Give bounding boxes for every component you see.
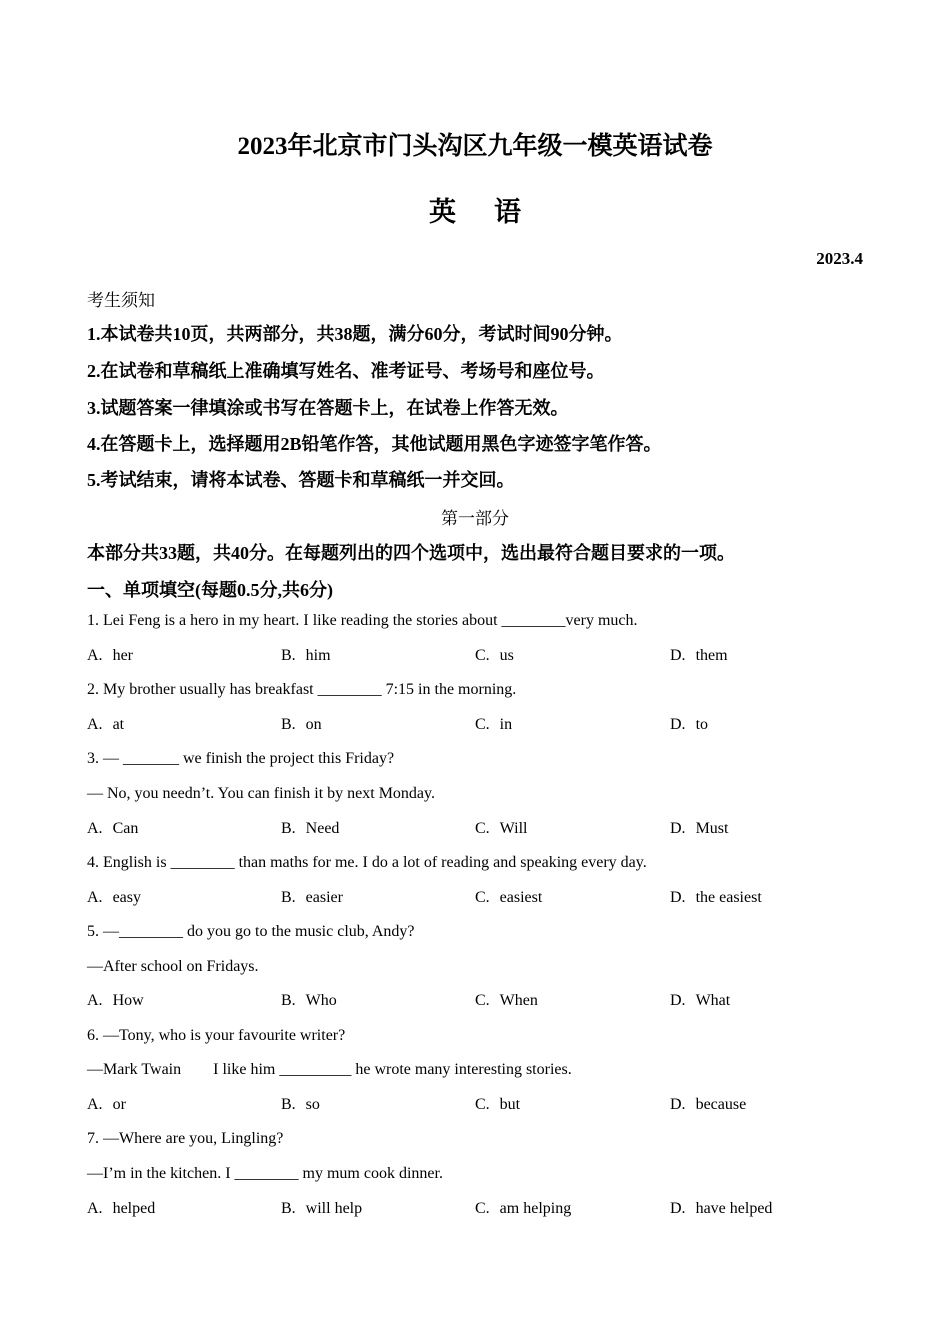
question-7-stem: 7. —Where are you, Lingling? <box>87 1130 284 1147</box>
question-7-response: —I’m in the kitchen. I ________ my mum cook dinner. <box>87 1165 443 1182</box>
option-c[interactable]: C. am helping <box>475 1200 572 1217</box>
option-b[interactable]: B. him <box>281 647 331 664</box>
option-c[interactable]: C. When <box>475 992 538 1009</box>
notice-1: 1.本试卷共10页，共两部分，共38题，满分60分，考试时间90分钟。 <box>87 324 623 344</box>
option-c[interactable]: C. in <box>475 716 513 733</box>
option-b[interactable]: B. Need <box>281 820 340 837</box>
option-a[interactable]: A. easy <box>87 889 141 906</box>
question-3-stem: 3. — _______ we finish the project this Friday? <box>87 750 395 767</box>
option-a[interactable]: A. or <box>87 1096 126 1113</box>
option-a[interactable]: A. her <box>87 647 133 664</box>
question-4-stem: 4. English is ________ than maths for me. I do a lot of reading and speaking every day. <box>87 854 647 871</box>
notice-header: 考生须知 <box>87 291 155 310</box>
subject-title: 英语 <box>429 197 559 227</box>
option-d[interactable]: D. because <box>670 1096 747 1113</box>
question-6-stem: 6. —Tony, who is your favourite writer? <box>87 1027 346 1044</box>
notice-5: 5.考试结束，请将本试卷、答题卡和草稿纸一并交回。 <box>87 470 515 490</box>
option-d[interactable]: D. to <box>670 716 709 733</box>
question-5-response: —After school on Fridays. <box>87 958 259 975</box>
option-d[interactable]: D. Must <box>670 820 729 837</box>
option-b[interactable]: B. will help <box>281 1200 363 1217</box>
notice-2: 2.在试卷和草稿纸上准确填写姓名、准考证号、考场号和座位号。 <box>87 361 605 381</box>
option-c[interactable]: C. Will <box>475 820 528 837</box>
option-a[interactable]: A. How <box>87 992 144 1009</box>
option-d[interactable]: D. them <box>670 647 728 664</box>
question-2-stem: 2. My brother usually has breakfast ________ 7:15 in the morning. <box>87 681 517 698</box>
exam-date: 2023.4 <box>816 249 863 268</box>
question-6-response: —Mark Twain I like him _________ he wrote many interesting stories. <box>87 1061 572 1078</box>
option-d[interactable]: D. the easiest <box>670 889 762 906</box>
option-c[interactable]: C. but <box>475 1096 521 1113</box>
option-d[interactable]: D. have helped <box>670 1200 773 1217</box>
section-title: 一、单项填空(每题0.5分,共6分) <box>87 580 333 600</box>
question-3-response: — No, you needn’t. You can finish it by next Monday. <box>87 785 435 802</box>
option-a[interactable]: A. at <box>87 716 125 733</box>
option-b[interactable]: B. on <box>281 716 322 733</box>
option-a[interactable]: A. Can <box>87 820 139 837</box>
option-d[interactable]: D. What <box>670 992 731 1009</box>
option-b[interactable]: B. Who <box>281 992 337 1009</box>
notice-3: 3.试题答案一律填涂或书写在答题卡上，在试卷上作答无效。 <box>87 398 569 418</box>
exam-title: 2023年北京市门头沟区九年级一模英语试卷 <box>237 133 713 160</box>
question-1-stem: 1. Lei Feng is a hero in my heart. I like reading the stories about ________very much. <box>87 612 638 629</box>
option-a[interactable]: A. helped <box>87 1200 156 1217</box>
option-b[interactable]: B. easier <box>281 889 343 906</box>
option-c[interactable]: C. easiest <box>475 889 543 906</box>
part-title: 第一部分 <box>441 509 509 528</box>
option-b[interactable]: B. so <box>281 1096 320 1113</box>
question-5-stem: 5. —________ do you go to the music club, Andy? <box>87 923 415 940</box>
part-description: 本部分共33题，共40分。在每题列出的四个选项中，选出最符合题目要求的一项。 <box>87 543 735 563</box>
notice-4: 4.在答题卡上，选择题用2B铅笔作答，其他试题用黑色字迹签字笔作答。 <box>87 434 662 454</box>
option-c[interactable]: C. us <box>475 647 514 664</box>
